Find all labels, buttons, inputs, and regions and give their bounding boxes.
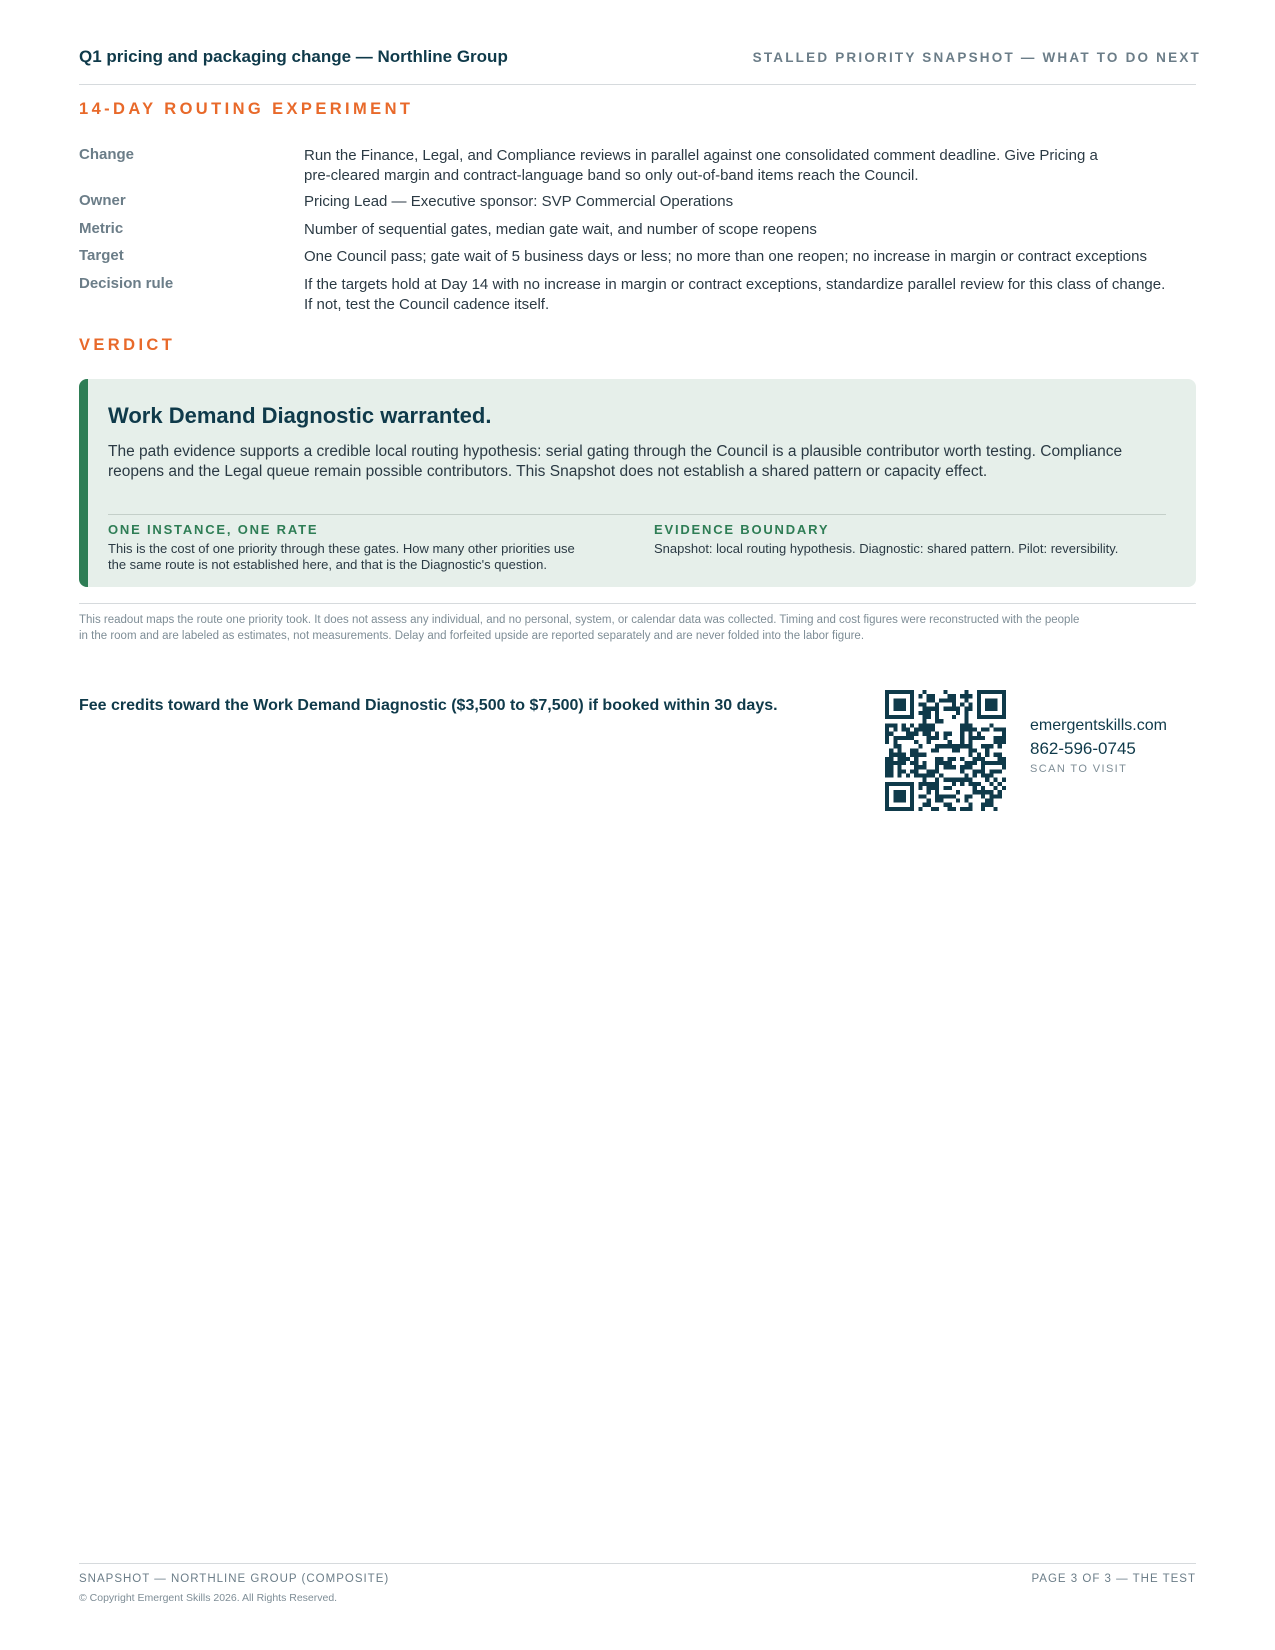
disclaimer: [79, 613, 1196, 644]
disclaimer-line: This readout maps the route one priority took. It does not assess any individual, and no personal, system, or calendar data was collected. Timing and cost figures were reconstructed with the people: [79, 614, 1080, 626]
page: [79, 0, 1201, 1650]
spec-value-line: One Council pass; gate wait of 5 business days or less; no more than one reopen; no increase in margin or contract exceptions: [304, 248, 1147, 265]
spec-value-line: pre-cleared margin and contract-language band so only out-of-band items reach the Council.: [304, 167, 919, 184]
column-text: [108, 541, 628, 573]
spec-label: Target: [79, 247, 124, 264]
verdict-divider: [108, 514, 1166, 515]
page-header: [79, 44, 1201, 85]
spec-value: [304, 247, 1196, 267]
spec-value: [304, 220, 1196, 240]
spec-row-metric: [79, 220, 1196, 248]
column-text-line: the same route is not established here, and that is the Diagnostic's question.: [108, 557, 547, 572]
footer-page-label: PAGE 3 OF 3 — THE TEST: [1031, 1573, 1196, 1585]
column-heading: EVIDENCE BOUNDARY: [654, 522, 830, 537]
contact-block: [1030, 717, 1167, 775]
spec-label: Change: [79, 146, 135, 163]
verdict-body: [108, 442, 1166, 481]
verdict-body-line: reopens and the Legal queue remain possible contributors. This Snapshot does not establish a shared pattern or capacity effect.: [108, 462, 988, 480]
column-text-line: Snapshot: local routing hypothesis. Diagnostic: shared pattern. Pilot: reversibility.: [654, 541, 1119, 556]
column-heading: ONE INSTANCE, ONE RATE: [108, 522, 319, 537]
verdict-body-line: The path evidence supports a credible local routing hypothesis: serial gating through the Council is a plausible contributor worth testing. Compliance: [108, 443, 1123, 460]
column-text-line: This is the cost of one priority through these gates. How many other priorities use: [108, 541, 575, 556]
scan-label: SCAN TO VISIT: [1030, 763, 1128, 775]
copyright-notice: © Copyright Emergent Skills 2026. All Rights Reserved.: [79, 1592, 338, 1604]
spec-label: Owner: [79, 192, 126, 209]
verdict-column-instance: [108, 522, 628, 573]
column-text: [654, 541, 1166, 557]
spec-value-line: If the targets hold at Day 14 with no increase in margin or contract exceptions, standardize parallel review for this class of change.: [304, 275, 1166, 293]
spec-value: [304, 275, 1196, 315]
qr-code-icon[interactable]: [885, 690, 1006, 811]
verdict-headline: Work Demand Diagnostic warranted.: [108, 403, 492, 428]
verdict-heading: VERDICT: [79, 336, 176, 354]
spec-value: [304, 146, 1196, 186]
experiment-heading: 14-DAY ROUTING EXPERIMENT: [79, 100, 414, 118]
verdict-card: [79, 379, 1196, 587]
spec-value-line: Pricing Lead — Executive sponsor: SVP Commercial Operations: [304, 193, 734, 210]
spec-row-target: [79, 247, 1196, 275]
spec-value-line: If not, test the Council cadence itself.: [304, 295, 550, 313]
disclaimer-line: in the room and are labeled as estimates, not measurements. Delay and forfeited upside are reported separately and are never folded into the labor figure.: [79, 629, 865, 642]
spec-row-decision-rule: [79, 275, 1196, 321]
verdict-accent-bar: [79, 379, 88, 587]
phone-number[interactable]: 862-596-0745: [1030, 739, 1136, 758]
verdict-card-content: [108, 379, 1166, 587]
page-kicker: STALLED PRIORITY SNAPSHOT — WHAT TO DO NEXT: [752, 50, 1201, 65]
spec-label: Metric: [79, 219, 124, 237]
disclaimer-divider: [79, 603, 1196, 604]
verdict-column-boundary: [654, 522, 1166, 557]
experiment-table: [79, 146, 1196, 321]
footer-divider: [79, 1563, 1196, 1564]
page-title: Q1 pricing and packaging change — Northline Group: [79, 47, 508, 66]
spec-row-owner: [79, 192, 1196, 220]
spec-value: [304, 192, 1196, 212]
spec-value-line: Run the Finance, Legal, and Compliance reviews in parallel against one consolidated comment deadline. Give Pricing a: [304, 147, 1098, 164]
spec-row-change: [79, 146, 1196, 192]
spec-value-line: Number of sequential gates, median gate wait, and number of scope reopens: [304, 220, 817, 238]
fee-credit-offer: Fee credits toward the Work Demand Diagnostic ($3,500 to $7,500) if booked within 30 days.: [79, 697, 778, 714]
spec-label: Decision rule: [79, 274, 174, 292]
footer-doc-label: SNAPSHOT — NORTHLINE GROUP (COMPOSITE): [79, 1573, 390, 1585]
website-link[interactable]: emergentskills.com: [1030, 717, 1167, 734]
